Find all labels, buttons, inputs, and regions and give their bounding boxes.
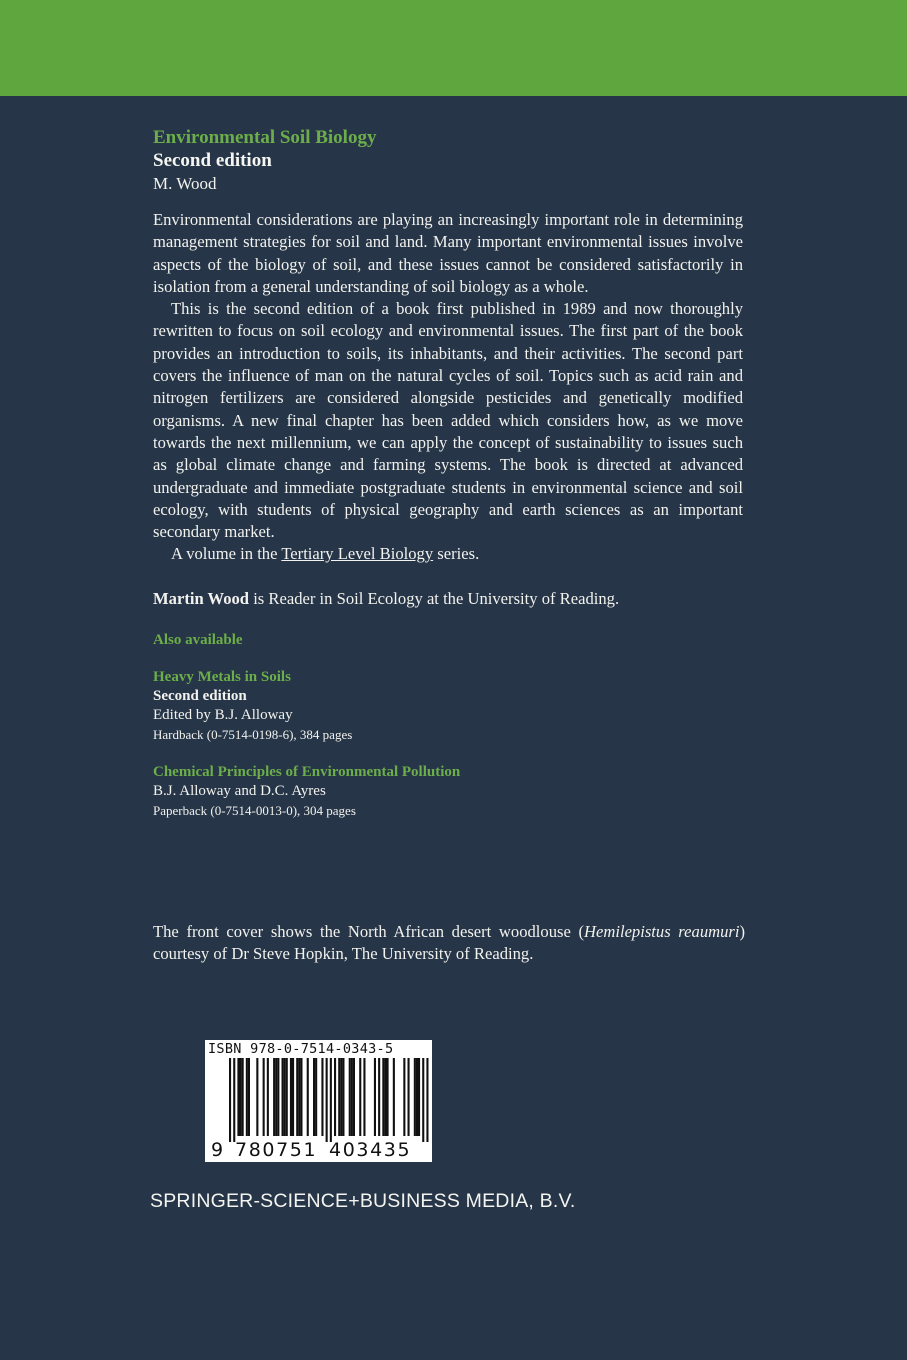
back-cover-text [153,127,743,820]
barcode-bar [275,1058,277,1136]
barcode-bar [282,1058,284,1136]
cover-credit-line-1 [153,921,745,943]
barcode-bar [233,1058,235,1142]
cover-credit [153,921,745,965]
related-book [153,668,743,744]
series-statement [153,543,743,565]
barcode-bar [426,1058,428,1142]
related-book-author: Edited by B.J. Alloway [153,706,293,723]
barcode-bar [326,1058,328,1142]
barcode-bar [384,1058,386,1136]
barcode-bar [286,1058,288,1136]
barcode-first-digit: 9 [211,1139,224,1161]
barcode-bar [414,1058,416,1136]
barcode-bar [242,1058,244,1136]
isbn-barcode [205,1040,432,1162]
barcode-bar [298,1058,300,1136]
barcode-bar [248,1058,250,1136]
barcode-bar [277,1058,279,1136]
author-bio-text: is Reader in Soil Ecology at the University of Reading. [249,588,620,608]
barcode-bar [256,1058,258,1136]
book-title: Environmental Soil Biology [153,127,377,148]
barcode-bar [382,1058,384,1136]
description-paragraph-1: Environmental considerations are playing an increasingly important role in determining management strategies for soil and land. Many important environmental issues involve aspects of the biology of soil, and these issues cannot be considered satisfactorily in isolation from a general understanding of soil biology as a whole. [153,210,743,296]
related-book-title: Chemical Principles of Environmental Pollution [153,763,461,780]
barcode-bar [267,1058,269,1136]
description-paragraph-2: This is the second edition of a book first published in 1989 and now thoroughly rewritten to focus on soil ecology and environmental issues. The first part of the book provides an introduction to soils, its inhabitants, and their activities. The second part covers the influence of man on the natural cycles of soil. Topics such as acid rain and nitrogen fertilizers are considered alongside pesticides and genetically modified organisms. A new final chapter has been added which considers how, as we move towards the next millennium, we can apply the concept of sustainability to issues such as global climate change and farming systems. The book is directed at advanced undergraduate and immediate postgraduate students in environmental science and soil ecology, with students of physical geography and earth sciences as an important secondary market. [153,299,743,542]
related-book-title: Heavy Metals in Soils [153,668,291,685]
barcode-bar [334,1058,336,1136]
barcode-bar [422,1058,424,1142]
barcode-bar [263,1058,265,1136]
author-bio [153,588,743,610]
barcode-bar [273,1058,275,1136]
publisher-name: SPRINGER-SCIENCE+BUSINESS MEDIA, B.V. [150,1190,576,1212]
isbn-label: ISBN 978-0-7514-0343-5 [208,1041,394,1057]
barcode-bar [292,1058,294,1136]
barcode-bar [416,1058,418,1136]
barcode-bar [240,1058,242,1136]
barcode-bar [246,1058,248,1136]
barcode-bar [353,1058,355,1136]
also-available-heading: Also available [153,631,243,648]
barcode-bar [229,1058,231,1142]
barcode-bar [342,1058,344,1136]
barcode-bar [237,1058,239,1136]
barcode-bar [338,1058,340,1136]
barcode-bar [418,1058,420,1136]
species-name: Hemilepistus reaumuri [584,922,740,941]
barcode-bar [284,1058,286,1136]
book-description [153,209,743,566]
barcode-bar [403,1058,405,1136]
barcode-digits [205,1139,432,1161]
barcode-bar [296,1058,298,1136]
barcode-bar [313,1058,315,1136]
book-edition: Second edition [153,150,272,171]
cover-credit-suffix: ) [739,922,745,941]
series-suffix: series. [433,544,480,564]
barcode-bar [393,1058,395,1136]
barcode-bar [321,1058,323,1136]
related-book-details: Hardback (0-7514-0198-6), 384 pages [153,726,353,742]
barcode-bar [307,1058,309,1136]
top-color-band [0,0,907,96]
barcode-bar [363,1058,365,1136]
series-prefix: A volume in the [171,544,282,564]
barcode-bar [374,1058,376,1136]
cover-credit-line-2: courtesy of Dr Steve Hopkin, The University of Reading. [153,944,534,963]
barcode-left-group: 780751 [235,1139,318,1161]
related-book-author: B.J. Alloway and D.C. Ayres [153,782,326,799]
barcode-bar [349,1058,351,1136]
barcode-bar [290,1058,292,1136]
barcode-bar [408,1058,410,1136]
barcode-bar [330,1058,332,1142]
related-book-details: Paperback (0-7514-0013-0), 304 pages [153,802,356,818]
barcode-bar [351,1058,353,1136]
barcode-bars [205,1058,432,1142]
book-author: M. Wood [153,174,217,193]
barcode-bar [359,1058,361,1136]
barcode-bar [315,1058,317,1136]
related-book [153,763,743,820]
related-book-edition: Second edition [153,687,247,704]
author-bio-name: Martin Wood [153,588,250,608]
series-name: Tertiary Level Biology [281,544,434,564]
barcode-bar [300,1058,302,1136]
barcode-bar [387,1058,389,1136]
barcode-bar [378,1058,380,1136]
barcode-bar [340,1058,342,1136]
barcode-right-group: 403435 [329,1139,412,1161]
cover-credit-prefix: The front cover shows the North African desert woodlouse ( [153,922,585,941]
